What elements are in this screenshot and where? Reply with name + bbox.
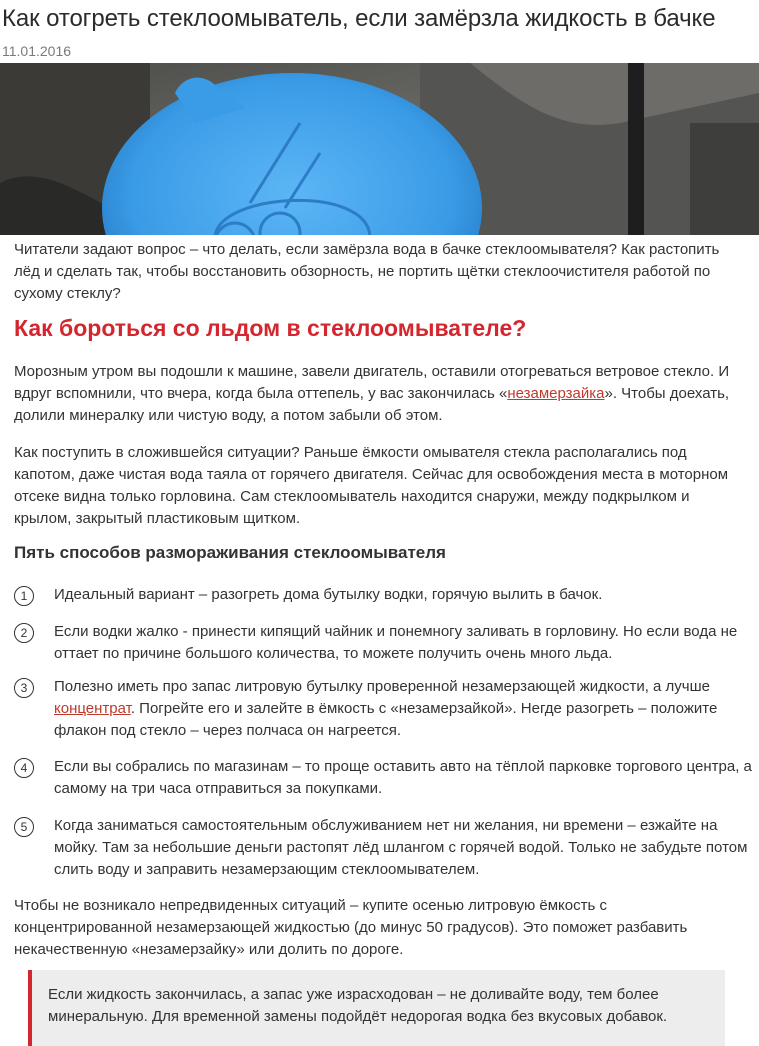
tip-quote	[28, 970, 725, 1046]
list-item-text-b: . Погрейте его и залейте в ёмкость с «незамерзайкой». Негде разогреть – положите флакон под стекло – через полчаса он нагреется.	[54, 700, 718, 739]
list-item-text: Идеальный вариант – разогреть дома бутылку водки, горячую вылить в бачок.	[54, 586, 603, 603]
paragraph-1-text-b: ». Чтобы доехать, долили минералку или чистую воду, а потом забыли об этом.	[14, 385, 730, 424]
paragraph-1	[14, 361, 744, 427]
antifreeze-link[interactable]: незамерзайка	[507, 385, 605, 402]
paragraph-1-text-a: Морозным утром вы подошли к машине, завели двигатель, оставили отогреваться ветровое стекло. И вдруг вспомнили, что вчера, когда была оттепель, у вас закончилась «	[14, 363, 730, 402]
hero-image	[0, 63, 759, 235]
paragraph-3: Чтобы не возникало непредвиденных ситуаций – купите осенью литровую ёмкость с концентрированной незамерзающей жидкостью (до минус 50 градусов). Это поможет разбавить некачественную «незамерзайку» или долить по дороге.	[14, 897, 688, 958]
list-number: 3	[14, 678, 34, 698]
subheading: Пять способов размораживания стеклоомывателя	[14, 543, 446, 562]
tip-quote-text: Если жидкость закончилась, а запас уже израсходован – не доливайте воду, тем более минеральную. Для временной замены подойдёт недорогая водка без вкусовых добавок.	[48, 986, 668, 1025]
list-number: 1	[14, 586, 34, 606]
article-date: 11.01.2016	[2, 43, 72, 59]
list-number: 4	[14, 758, 34, 778]
intro-paragraph: Читатели задают вопрос – что делать, если замёрзла вода в бачке стеклоомывателя? Как растопить лёд и сделать так, чтобы восстановить обзорность, не портить щётки стеклоочистителя работой по сухому стеклу?	[14, 241, 720, 302]
list-item-text: Если вы собрались по магазинам – то проще оставить авто на тёплой парковке торгового центра, а самому на три часа отправиться за покупками.	[54, 758, 752, 797]
concentrate-link[interactable]: концентрат	[54, 700, 131, 717]
list-number: 5	[14, 817, 34, 837]
washer-cap-illustration	[0, 63, 759, 235]
list-item-text-a: Полезно иметь про запас литровую бутылку проверенной незамерзающей жидкости, а лучше	[54, 678, 710, 695]
section-heading: Как бороться со льдом в стеклоомывателе?	[14, 315, 527, 341]
list-item-text: Если водки жалко - принести кипящий чайник и понемногу заливать в горловину. Но если вода не оттает по причине большого количества, то можете получить очень много льда.	[54, 623, 738, 662]
paragraph-2: Как поступить в сложившейся ситуации? Раньше ёмкости омывателя стекла располагались под капотом, даже чистая вода таяла от горячего двигателя. Сейчас для освобождения места в моторном отсеке видна только горловина. Сам стеклоомыватель находится снаружи, между подкрылком и крылом, закрытый пластиковым щитком.	[14, 444, 729, 527]
article-title: Как отогреть стеклоомыватель, если замёрзла жидкость в бачке	[2, 5, 716, 32]
list-item-text: Когда заниматься самостоятельным обслуживанием нет ни желания, ни времени – езжайте на мойку. Там за небольшие деньги растопят лёд шлангом с горячей водой. Только не забудьте потом слить воду и заправить незамерзающим стеклоомывателем.	[54, 817, 748, 878]
list-item-text	[54, 676, 754, 742]
list-number: 2	[14, 623, 34, 643]
